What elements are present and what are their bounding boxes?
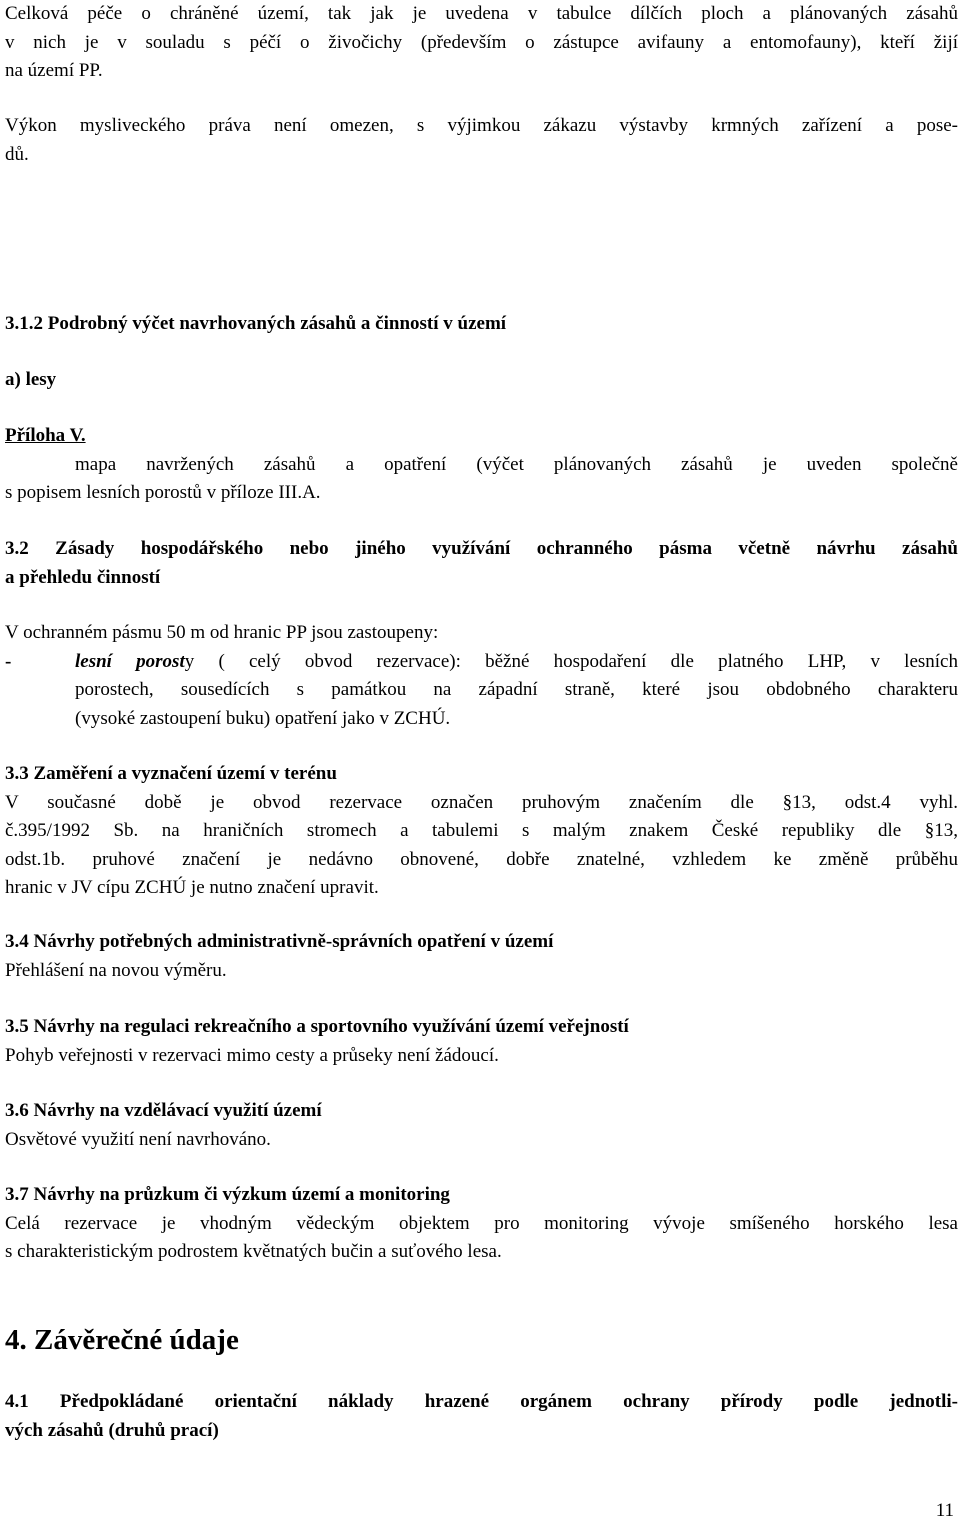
section-3-3-heading: 3.3 Zaměření a vyznačení území v terénu [5,763,337,784]
bullet-line-3: (vysoké zastoupení buku) opatření jako v ZCHÚ. [75,707,451,729]
priloha-line-2: s popisem lesních porostů v příloze III.A. [5,482,321,503]
section-3-2-intro: V ochranném pásmu 50 m od hranic PP jsou zastoupeny: [5,622,439,643]
section-3-3 [5,760,958,903]
section-3-3-line-3: odst.1b. pruhové značení je nedávno obnovené, dobře znatelné, vzhledem ke změně průběhu [5,848,958,870]
section-3-2-body [5,619,958,733]
section-3-7 [5,1181,958,1267]
section-3-5-heading: 3.5 Návrhy na regulaci rekreačního a sportovního využívání území veřejností [5,1016,629,1037]
page-number: 11 [935,1500,954,1521]
section-3-3-line-1: V současné době je obvod rezervace označen pruhovým značením dle §13, odst.4 vyhl. [5,791,958,813]
intro-line-2: v nich je v souladu s péčí o živočichy (především o zástupce avifauny a entomofauny), kteří žijí [5,31,958,53]
section-4-1-heading: 4.1 Předpokládané orientační náklady hrazené orgánem ochrany přírody podle jednotli- vých zásahů (druhů prací) [5,1391,958,1441]
section-3-6-text: Osvětové využití není navrhováno. [5,1128,271,1150]
section-3-2-heading: 3.2 Zásady hospodářského nebo jiného využívání ochranného pásma včetně návrhu zásahů a přehledu činností [5,538,958,588]
hunting-paragraph [5,112,958,169]
subsection-a-lesy: a) lesy [5,369,57,390]
section-3-6-heading: 3.6 Návrhy na vzdělávací využití území [5,1100,322,1121]
bullet-line-1-rest: y ( celý obvod rezervace): běžné hospodaření dle platného LHP, v lesních [184,650,958,672]
bullet-italic-term: lesní porost [75,650,185,672]
priloha-block [5,422,958,508]
section-3-4-heading: 3.4 Návrhy potřebných administrativně-správních opatření v území [5,931,554,952]
bullet-line-2: porostech, sousedících s památkou na západní straně, které jsou obdobného charakteru [75,679,958,700]
section-3-6 [5,1097,958,1154]
section-3-3-line-4: hranic v JV cípu ZCHÚ je nutno značení upravit. [5,877,379,898]
section-3-5 [5,1013,958,1070]
section-4-heading: 4. Závěrečné údaje [5,1324,239,1356]
section-3-7-line-1: Celá rezervace je vhodným vědeckým objektem pro monitoring vývoje smíšeného horského lesa [5,1212,958,1234]
priloha-line-1: mapa navržených zásahů a opatření (výčet plánovaných zásahů je uveden společně [75,453,958,475]
section-3-1-2-heading: 3.1.2 Podrobný výčet navrhovaných zásahů a činností v území [5,313,507,334]
intro-paragraph [5,0,958,86]
section-3-5-text: Pohyb veřejnosti v rezervaci mimo cesty a průseky není žádoucí. [5,1044,499,1066]
intro-line-3: na území PP. [5,60,103,81]
section-3-3-line-2: č.395/1992 Sb. na hraničních stromech a tabulemi s malým znakem České republiky dle §13, [5,820,958,841]
section-3-4-text: Přehlášení na novou výměru. [5,959,227,981]
priloha-label: Příloha V. [5,425,86,446]
section-3-7-line-2: s charakteristickým podrostem květnatých bučin a suťového lesa. [5,1241,502,1262]
bullet-dash: - [5,650,12,672]
section-3-7-heading: 3.7 Návrhy na průzkum či výzkum území a monitoring [5,1184,450,1205]
bullet-item [5,648,958,734]
hunting-line-2: dů. [5,143,29,165]
hunting-line-1: Výkon mysliveckého práva není omezen, s výjimkou zákazu výstavby krmných zařízení a pose- [5,115,958,136]
section-3-4 [5,928,958,985]
intro-line-1: Celková péče o chráněné území, tak jak je uvedena v tabulce dílčích ploch a plánovaných zásahů [5,3,958,24]
bullet-line-1 [75,648,958,677]
